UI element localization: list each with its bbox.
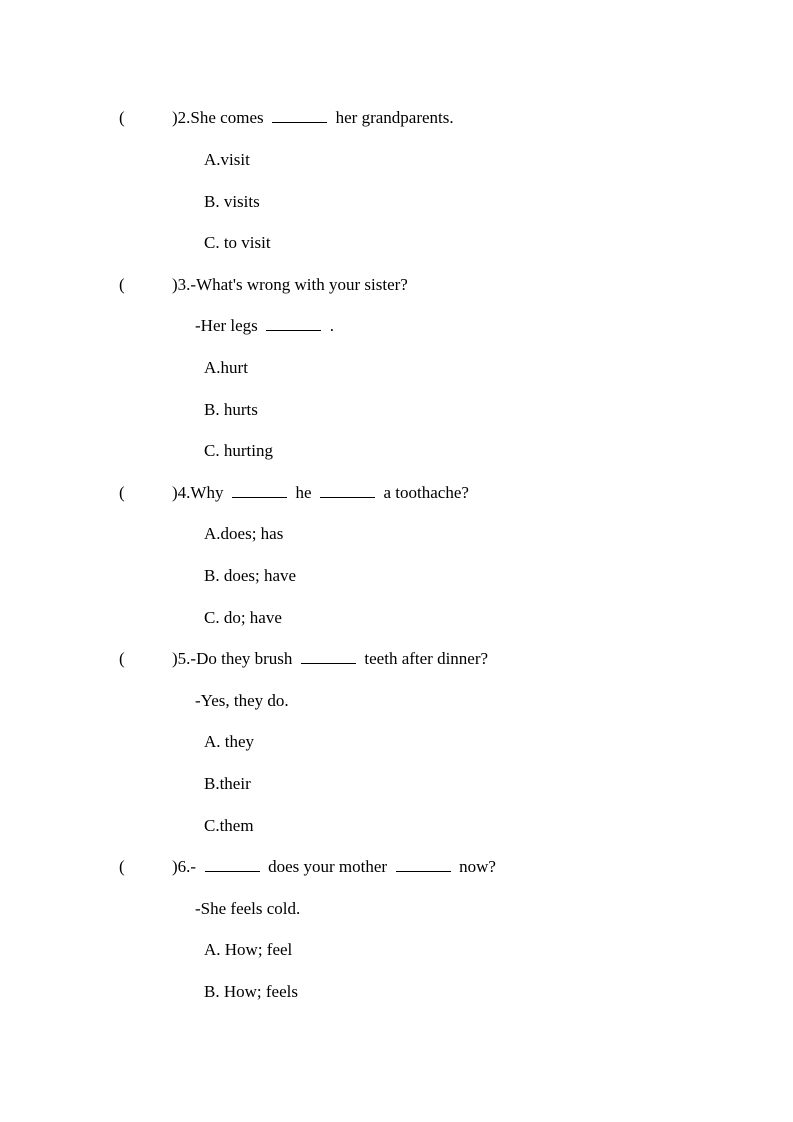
answer-paren-open: ( xyxy=(119,275,125,294)
question-number: )3. xyxy=(172,275,191,294)
stem-text: Why xyxy=(190,483,224,502)
fill-in-blank[interactable] xyxy=(301,649,356,664)
question-stem xyxy=(172,649,488,669)
question-stem xyxy=(172,857,496,877)
option-b: B. hurts xyxy=(204,400,258,419)
question-number: )6. xyxy=(172,857,191,876)
option-c: C. hurting xyxy=(204,441,273,460)
option-a: A.hurt xyxy=(204,358,248,377)
stem-text: She comes xyxy=(190,108,264,127)
answer-paren-open: ( xyxy=(119,108,125,127)
option-a: A.does; has xyxy=(204,524,284,543)
fill-in-blank[interactable] xyxy=(205,857,260,872)
option-b: B. does; have xyxy=(204,566,297,585)
fill-in-blank[interactable] xyxy=(272,108,327,123)
question-stem xyxy=(172,275,408,295)
response-line: -Yes, they do. xyxy=(195,691,289,710)
stem-text: now? xyxy=(459,857,496,876)
stem-text: he xyxy=(295,483,312,502)
option-c: C.them xyxy=(204,816,254,835)
fill-in-blank[interactable] xyxy=(396,857,451,872)
stem-text: her grandparents. xyxy=(335,108,454,127)
option-c: C. to visit xyxy=(204,233,271,252)
option-a: A.visit xyxy=(204,150,250,169)
stem-text: - xyxy=(190,857,197,876)
option-a: A. How; feel xyxy=(204,940,293,959)
question-stem xyxy=(172,108,454,128)
option-b: B.their xyxy=(204,774,251,793)
response-text: -Her legs xyxy=(195,316,258,335)
question-number: )5. xyxy=(172,649,191,668)
question-number: )2. xyxy=(172,108,191,127)
question-number: )4. xyxy=(172,483,191,502)
answer-paren-open: ( xyxy=(119,483,125,502)
option-b: B. How; feels xyxy=(204,982,298,1001)
option-b: B. visits xyxy=(204,192,260,211)
question-stem xyxy=(172,483,469,503)
fill-in-blank[interactable] xyxy=(266,316,321,331)
fill-in-blank[interactable] xyxy=(320,483,375,498)
response-line: -She feels cold. xyxy=(195,899,301,918)
stem-text: -What's wrong with your sister? xyxy=(190,275,408,294)
stem-text: teeth after dinner? xyxy=(364,649,489,668)
answer-paren-open: ( xyxy=(119,857,125,876)
option-a: A. they xyxy=(204,732,255,751)
stem-text: does your mother xyxy=(268,857,388,876)
stem-text: -Do they brush xyxy=(190,649,293,668)
fill-in-blank[interactable] xyxy=(232,483,287,498)
response-line xyxy=(195,316,334,336)
stem-text: a toothache? xyxy=(383,483,469,502)
response-text: . xyxy=(329,316,335,335)
answer-paren-open: ( xyxy=(119,649,125,668)
option-c: C. do; have xyxy=(204,608,282,627)
